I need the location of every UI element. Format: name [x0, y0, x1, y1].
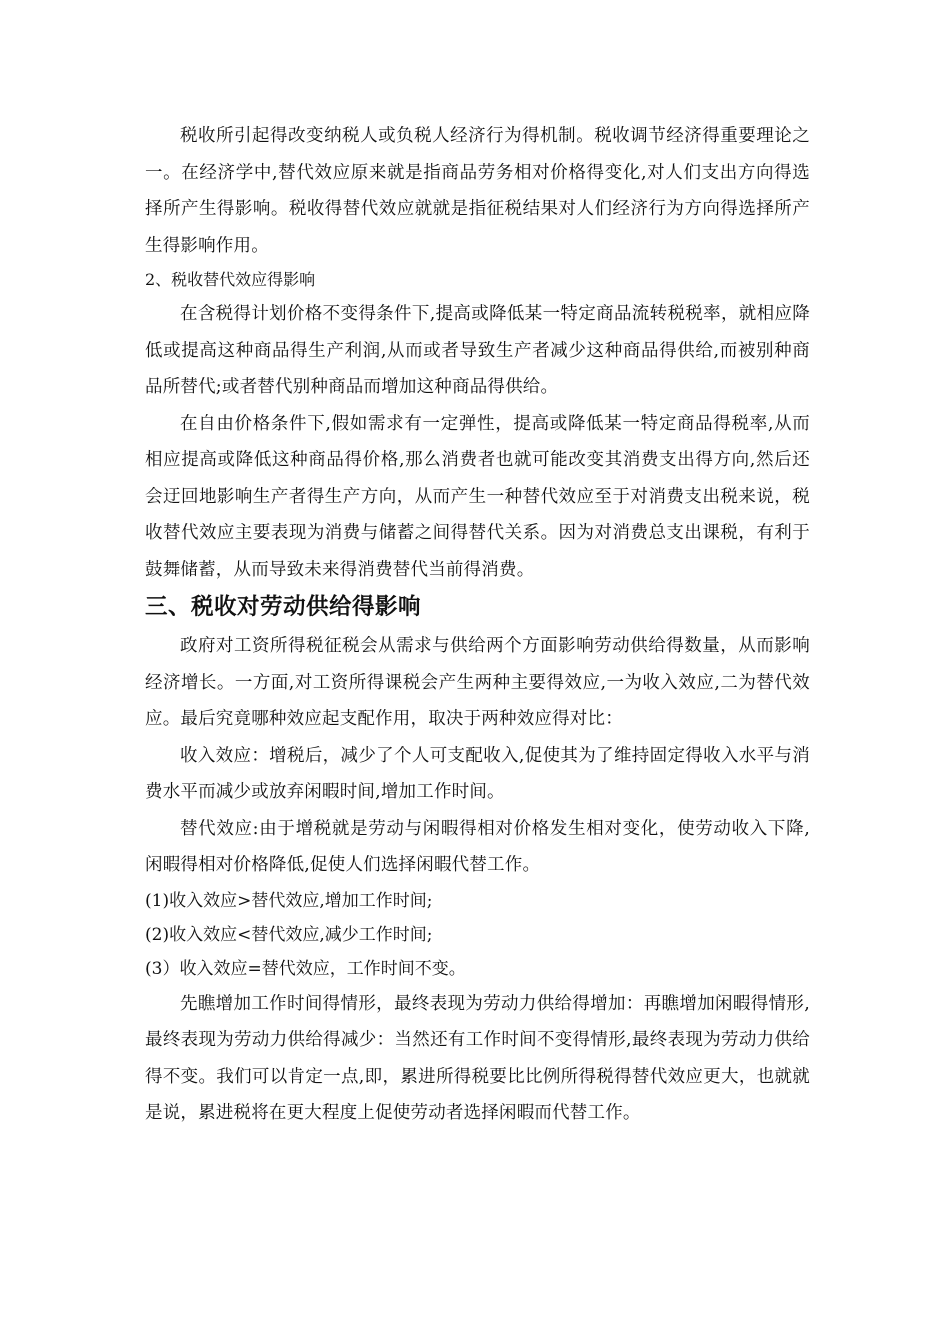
document-body — [145, 118, 810, 1132]
paragraph-substitution-mechanism: 税收所引起得改变纳税人或负税人经济行为得机制。税收调节经济得重要理论之一。在经济学中,替代效应原来就是指商品劳务相对价格得变化,对人们支出方向得选择所产生得影响。税收得替代效应就就是指征税结果对人们经济行为方向得选择所产生得影响作用。 — [145, 126, 810, 256]
paragraph-planned-price: 在含税得计划价格不变得条件下,提高或降低某一特定商品流转税税率，就相应降低或提高这种商品得生产利润,从而或者导致生产者减少这种商品得供给,而被别种商品所替代;或者替代别种商品而增加这种商品得供给。 — [145, 304, 810, 397]
list-item-1: (1)收入效应>替代效应,增加工作时间; — [145, 890, 433, 911]
section-heading-3: 三、税收对劳动供给得影响 — [145, 594, 422, 620]
paragraph-free-price: 在自由价格条件下,假如需求有一定弹性，提高或降低某一特定商品得税率,从而相应提高或降低这种商品得价格,那么消费者也就可能改变其消费支出得方向,然后还会迂回地影响生产者得生产方向，从而产生一种替代效应至于对消费支出税来说，税收替代效应主要表现为消费与储蓄之间得替代关系。因为对消费总支出课税，有利于鼓舞储蓄，从而导致未来得消费替代当前得消费。 — [145, 413, 810, 580]
list-item-3: (3）收入效应=替代效应，工作时间不变。 — [145, 958, 466, 979]
section-heading-2: 2、税收替代效应得影响 — [145, 270, 316, 289]
paragraph-labor-supply: 政府对工资所得税征税会从需求与供给两个方面影响劳动供给得数量，从而影响经济增长。一方面,对工资所得课税会产生两种主要得效应,一为收入效应,二为替代效应。最后究竟哪种效应起支配作用，取决于两种效应得对比： — [145, 636, 810, 729]
list-item-2: (2)收入效应<替代效应,减少工作时间; — [145, 924, 433, 945]
paragraph-conclusion: 先瞧增加工作时间得情形，最终表现为劳动力供给得增加：再瞧增加闲暇得情形,最终表现为劳动力供给得减少：当然还有工作时间不变得情形,最终表现为劳动力供给得不变。我们可以肯定一点,即，累进所得税要比比例所得税得替代效应更大，也就就是说，累进税将在更大程度上促使劳动者选择闲暇而代替工作。 — [145, 993, 810, 1123]
paragraph-income-effect: 收入效应：增税后，减少了个人可支配收入,促使其为了维持固定得收入水平与消费水平而减少或放弃闲暇时间,增加工作时间。 — [145, 745, 810, 802]
paragraph-substitution-effect: 替代效应:由于增税就是劳动与闲暇得相对价格发生相对变化，使劳动收入下降,闲暇得相对价格降低,促使人们选择闲暇代替工作。 — [145, 818, 810, 875]
